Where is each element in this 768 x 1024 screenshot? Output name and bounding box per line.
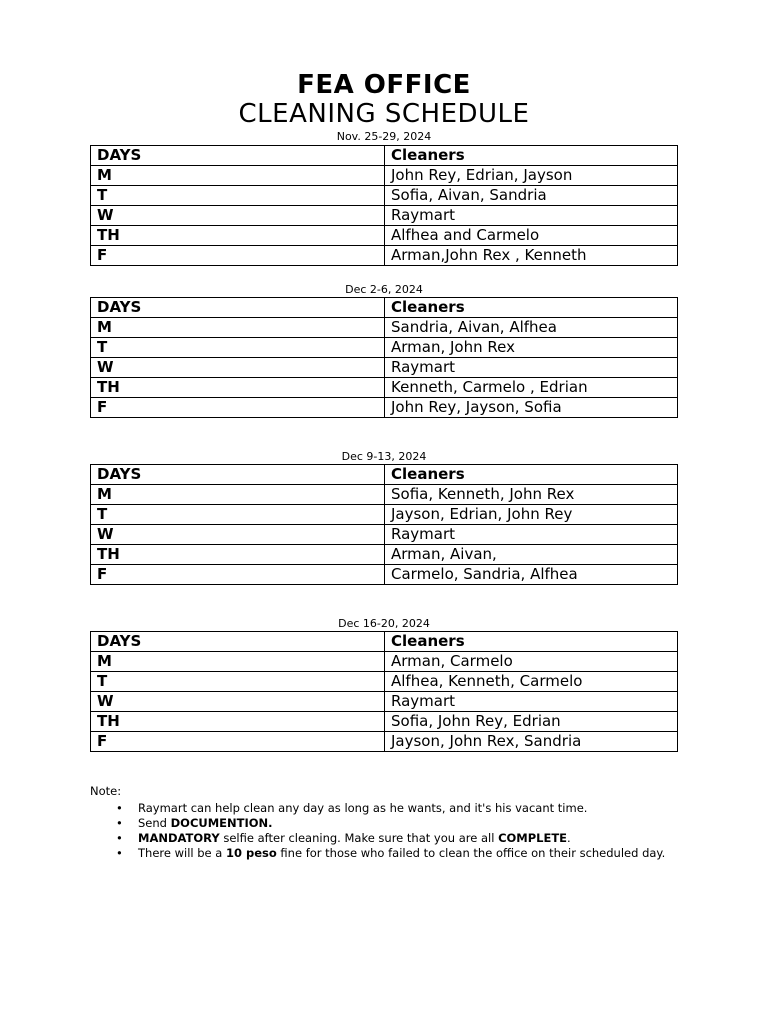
day-cell: W: [91, 206, 385, 226]
cleaners-cell: Arman, Aivan,: [385, 545, 678, 565]
day-cell: TH: [91, 226, 385, 246]
note-text: Raymart can help clean any day as long as he wants, and it's his vacant time.: [138, 801, 588, 815]
note-text: selfie after cleaning. Make sure that you are all: [219, 831, 499, 845]
days-column-header: DAYS: [91, 465, 385, 485]
cleaners-cell: Raymart: [385, 525, 678, 545]
cleaners-cell: Arman, John Rex: [385, 338, 678, 358]
table-row: [91, 732, 678, 752]
notes-section: [90, 784, 690, 861]
bullet-icon: •: [116, 801, 123, 815]
week-1-date: Nov. 25-29, 2024: [336, 130, 432, 143]
table-row: [91, 652, 678, 672]
cleaners-cell: Arman,John Rex , Kenneth: [385, 246, 678, 266]
cleaners-cell: Sandria, Aivan, Alfhea: [385, 318, 678, 338]
table-row: [91, 318, 678, 338]
schedule-table-week-4: [90, 631, 678, 752]
note-emphasis: DOCUMENTION.: [170, 816, 273, 830]
cleaners-cell: Jayson, Edrian, John Rey: [385, 505, 678, 525]
day-cell: M: [91, 318, 385, 338]
cleaners-cell: Sofia, Aivan, Sandria: [385, 186, 678, 206]
cleaners-cell: Alfhea and Carmelo: [385, 226, 678, 246]
day-cell: F: [91, 565, 385, 585]
day-cell: M: [91, 166, 385, 186]
day-cell: W: [91, 525, 385, 545]
table-row: [91, 206, 678, 226]
notes-list: [90, 801, 690, 861]
cleaners-cell: John Rey, Jayson, Sofia: [385, 398, 678, 418]
table-row: [91, 186, 678, 206]
table-row: [91, 505, 678, 525]
table-row: [91, 358, 678, 378]
table-row: [91, 712, 678, 732]
note-text: There will be a: [138, 846, 226, 860]
week-4-date: Dec 16-20, 2024: [338, 617, 430, 630]
bullet-icon: •: [116, 816, 123, 830]
schedule-table-week-3: [90, 464, 678, 585]
day-cell: W: [91, 358, 385, 378]
day-cell: T: [91, 338, 385, 358]
days-column-header: DAYS: [91, 298, 385, 318]
cleaners-column-header: Cleaners: [385, 465, 678, 485]
cleaners-cell: Raymart: [385, 358, 678, 378]
table-row: [91, 525, 678, 545]
note-text: fine for those who failed to clean the office on their scheduled day.: [276, 846, 666, 860]
schedule-table-week-2: [90, 297, 678, 418]
schedule-table-week-1: [90, 145, 678, 266]
list-item: [90, 831, 690, 846]
list-item: [90, 801, 690, 816]
day-cell: W: [91, 692, 385, 712]
week-2-date: Dec 2-6, 2024: [345, 283, 423, 296]
cleaners-cell: Kenneth, Carmelo , Edrian: [385, 378, 678, 398]
page-title: FEA OFFICE: [297, 70, 471, 100]
cleaners-cell: Carmelo, Sandria, Alfhea: [385, 565, 678, 585]
days-column-header: DAYS: [91, 632, 385, 652]
table-row: [91, 398, 678, 418]
cleaners-cell: John Rey, Edrian, Jayson: [385, 166, 678, 186]
table-row: [91, 545, 678, 565]
table-row: [91, 226, 678, 246]
day-cell: TH: [91, 545, 385, 565]
table-row: [91, 565, 678, 585]
day-cell: M: [91, 652, 385, 672]
note-emphasis: MANDATORY: [138, 831, 220, 845]
cleaners-cell: Sofia, John Rey, Edrian: [385, 712, 678, 732]
cleaners-cell: Raymart: [385, 692, 678, 712]
day-cell: T: [91, 186, 385, 206]
note-label: Note:: [90, 784, 122, 798]
cleaners-cell: Sofia, Kenneth, John Rex: [385, 485, 678, 505]
day-cell: F: [91, 398, 385, 418]
table-header-row: [91, 146, 678, 166]
note-text: .: [567, 831, 571, 845]
day-cell: T: [91, 505, 385, 525]
day-cell: TH: [91, 712, 385, 732]
cleaners-cell: Alfhea, Kenneth, Carmelo: [385, 672, 678, 692]
day-cell: F: [91, 732, 385, 752]
list-item: [90, 846, 690, 861]
note-emphasis: 10 peso: [225, 846, 277, 860]
table-row: [91, 485, 678, 505]
table-row: [91, 338, 678, 358]
note-emphasis: COMPLETE: [498, 831, 568, 845]
cleaners-column-header: Cleaners: [385, 146, 678, 166]
table-row: [91, 692, 678, 712]
bullet-icon: •: [116, 831, 123, 845]
day-cell: M: [91, 485, 385, 505]
table-header-row: [91, 298, 678, 318]
day-cell: T: [91, 672, 385, 692]
cleaners-cell: Arman, Carmelo: [385, 652, 678, 672]
day-cell: F: [91, 246, 385, 266]
table-header-row: [91, 632, 678, 652]
note-text: Send: [138, 816, 171, 830]
bullet-icon: •: [116, 846, 123, 860]
table-row: [91, 378, 678, 398]
table-header-row: [91, 465, 678, 485]
page-subtitle: CLEANING SCHEDULE: [238, 99, 530, 129]
table-row: [91, 166, 678, 186]
list-item: [90, 816, 690, 831]
table-row: [91, 672, 678, 692]
week-3-date: Dec 9-13, 2024: [341, 450, 427, 463]
cleaners-cell: Raymart: [385, 206, 678, 226]
cleaners-column-header: Cleaners: [385, 298, 678, 318]
day-cell: TH: [91, 378, 385, 398]
cleaners-column-header: Cleaners: [385, 632, 678, 652]
cleaners-cell: Jayson, John Rex, Sandria: [385, 732, 678, 752]
table-row: [91, 246, 678, 266]
days-column-header: DAYS: [91, 146, 385, 166]
